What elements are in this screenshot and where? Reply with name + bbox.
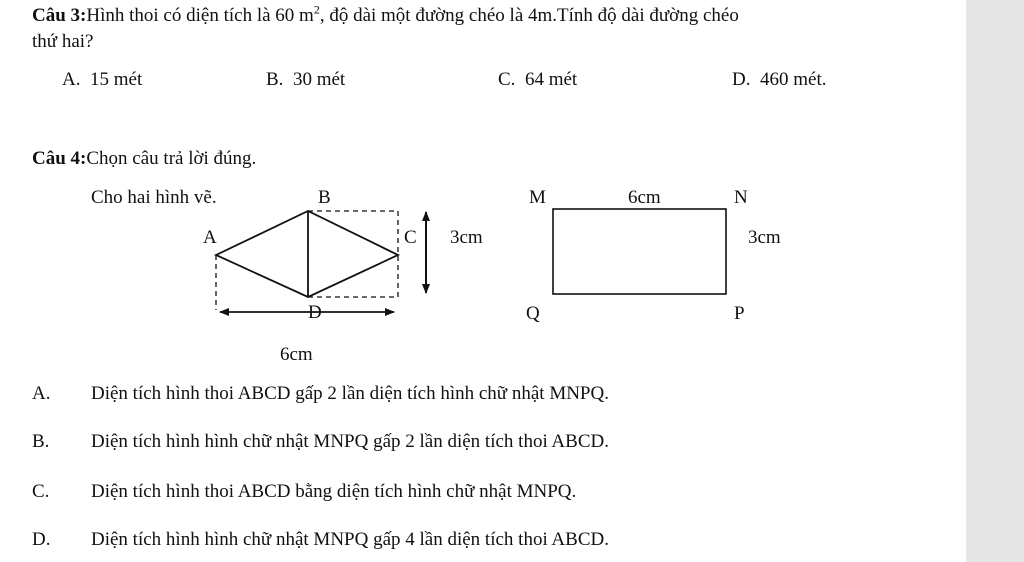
vertex-label-b: B xyxy=(318,187,331,208)
rectangle-side-label: 3cm xyxy=(748,227,781,248)
option-text: 64 mét xyxy=(524,69,578,90)
option-letter: C. xyxy=(498,69,516,90)
q4-option-d-text: Diện tích hình hình chữ nhật MNPQ gấp 4 lần diện tích thoi ABCD. xyxy=(91,529,609,550)
vertex-label-c: C xyxy=(404,227,417,248)
vertex-label-m: M xyxy=(529,187,546,208)
q4-option-b-letter: B. xyxy=(32,431,50,452)
q4-option-a-letter: A. xyxy=(32,383,51,404)
question-3-label: Câu 3: xyxy=(32,5,87,26)
vertex-label-q: Q xyxy=(526,303,540,324)
option-text: 15 mét xyxy=(89,69,143,90)
rhombus-height-label: 3cm xyxy=(450,227,483,248)
option-text: 460 mét. xyxy=(759,69,827,90)
q4-option-d-letter: D. xyxy=(32,529,51,550)
vertex-label-p: P xyxy=(734,303,745,324)
rhombus-bounding-box xyxy=(308,211,398,297)
question-4-stem: Chọn câu trả lời đúng. xyxy=(86,148,257,169)
q4-option-c-letter: C. xyxy=(32,481,50,502)
rectangle-figure xyxy=(553,209,726,294)
question-3-stem-part2: , độ dài một đường chéo là 4m.Tính độ dài đường chéo xyxy=(319,5,739,26)
option-letter: B. xyxy=(266,69,284,90)
option-letter: A. xyxy=(62,69,81,90)
question-3-superscript: 2 xyxy=(313,2,320,17)
rhombus-abcd xyxy=(216,211,398,297)
vertex-label-a: A xyxy=(203,227,217,248)
question-4-label: Câu 4: xyxy=(32,148,87,169)
option-letter: D. xyxy=(732,69,751,90)
rectangle-top-label: 6cm xyxy=(628,187,661,208)
rectangle-mnpq xyxy=(553,209,726,294)
q4-option-c-text: Diện tích hình thoi ABCD bằng diện tích hình chữ nhật MNPQ. xyxy=(91,481,577,502)
rhombus-figure xyxy=(216,211,426,312)
rhombus-width-label: 6cm xyxy=(280,344,313,365)
question-4-intro: Cho hai hình vẽ. xyxy=(91,187,217,208)
question-3-stem-line2: thứ hai? xyxy=(32,31,94,52)
q4-option-a-text: Diện tích hình thoi ABCD gấp 2 lần diện tích hình chữ nhật MNPQ. xyxy=(91,383,609,404)
option-text: 30 mét xyxy=(292,69,346,90)
vertex-label-n: N xyxy=(734,187,748,208)
vertex-label-d: D xyxy=(308,302,322,323)
q4-option-b-text: Diện tích hình hình chữ nhật MNPQ gấp 2 lần diện tích thoi ABCD. xyxy=(91,431,609,452)
question-3-stem-part1: Hình thoi có diện tích là 60 m xyxy=(86,5,314,26)
